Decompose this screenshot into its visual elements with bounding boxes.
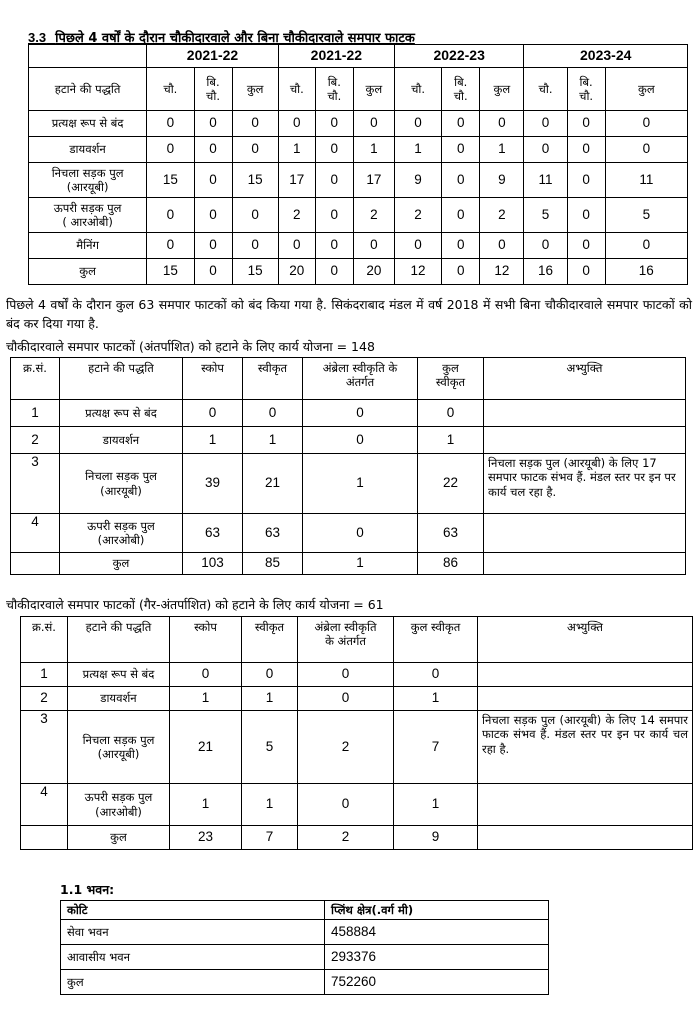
total-cell: 86 — [418, 553, 484, 575]
sanctioned-cell: 21 — [243, 454, 303, 514]
table-row — [11, 400, 686, 427]
table-row — [21, 711, 693, 784]
value-cell: 17 — [353, 163, 394, 198]
column-header: अंब्रेला स्वीकृति के अंतर्गत — [298, 617, 394, 663]
column-header: क्र.सं. — [21, 617, 68, 663]
value-cell: 2 — [394, 198, 441, 233]
total-cell: 7 — [394, 711, 478, 784]
value-cell: 0 — [232, 198, 278, 233]
column-header: स्वीकृत — [243, 358, 303, 400]
table-row — [11, 553, 686, 575]
value-cell: 0 — [147, 233, 194, 259]
value-cell: 0 — [442, 259, 480, 285]
table-row — [29, 111, 688, 137]
sanctioned-cell: 7 — [242, 826, 298, 850]
value-cell: 1 — [353, 137, 394, 163]
interlocked-plan-table — [10, 357, 686, 575]
value-cell: 0 — [605, 233, 687, 259]
value-cell: 11 — [524, 163, 567, 198]
table-row — [11, 427, 686, 454]
table-header-row — [11, 358, 686, 400]
method-cell: कुल — [68, 826, 170, 850]
value-cell: 5 — [605, 198, 687, 233]
value-cell: 0 — [567, 259, 605, 285]
method-cell: कुल — [29, 259, 147, 285]
value-cell: 2 — [353, 198, 394, 233]
table-row — [21, 784, 693, 826]
value-cell: 0 — [315, 198, 353, 233]
value-cell: 5 — [524, 198, 567, 233]
sanctioned-cell: 85 — [243, 553, 303, 575]
value-cell: 2 — [480, 198, 524, 233]
umbrella-cell: 1 — [303, 454, 418, 514]
sanctioned-cell: 0 — [242, 663, 298, 687]
corner-cell — [29, 45, 147, 68]
value-cell: 0 — [394, 233, 441, 259]
sub-header-cell: कुल — [353, 68, 394, 111]
column-header: कुल स्वीकृत — [418, 358, 484, 400]
value-cell: 0 — [194, 259, 232, 285]
year-header: 2022-23 — [394, 45, 524, 68]
year-header: 2021-22 — [147, 45, 279, 68]
scope-cell: 0 — [170, 663, 242, 687]
remarks-cell: निचला सड़क पुल (आरयूबी) के लिए 17 समपार फाटक संभव हैं. मंडल स्तर पर इन पर कार्य चल रहा है. — [484, 454, 686, 514]
year-header: 2023-24 — [524, 45, 688, 68]
column-header: अभ्युक्ति — [478, 617, 693, 663]
serial-cell: 4 — [11, 514, 60, 553]
table-row — [29, 198, 688, 233]
remarks-cell — [484, 427, 686, 454]
non-interlocked-plan-title: चौकीदारवाले समपार फाटकों (गैर-अंतर्पाशित) को हटाने के लिए कार्य योजना = 61 — [6, 597, 384, 612]
value-cell: 15 — [147, 163, 194, 198]
umbrella-cell: 0 — [303, 427, 418, 454]
method-cell: डायवर्शन — [60, 427, 183, 454]
serial-cell — [11, 553, 60, 575]
remarks-cell — [478, 784, 693, 826]
sub-header-cell: चौ. — [147, 68, 194, 111]
sub-header-cell: चौ. — [394, 68, 441, 111]
value-cell: 9 — [394, 163, 441, 198]
remarks-cell — [484, 400, 686, 427]
sub-header-cell: कुल — [605, 68, 687, 111]
value-cell: 0 — [480, 233, 524, 259]
table-row — [61, 945, 549, 970]
value-cell: 9 — [480, 163, 524, 198]
value-cell: 17 — [278, 163, 315, 198]
category-cell: सेवा भवन — [61, 920, 325, 945]
table-row — [11, 514, 686, 553]
table-row — [21, 826, 693, 850]
value-cell: 16 — [524, 259, 567, 285]
category-cell: आवासीय भवन — [61, 945, 325, 970]
value-cell: 0 — [442, 111, 480, 137]
value-cell: 0 — [567, 163, 605, 198]
remarks-cell — [478, 826, 693, 850]
umbrella-cell: 0 — [298, 687, 394, 711]
value-cell: 15 — [232, 259, 278, 285]
non-interlocked-plan-table — [20, 616, 693, 850]
remarks-cell — [478, 687, 693, 711]
value-cell: 0 — [315, 233, 353, 259]
area-cell: 458884 — [325, 920, 549, 945]
remarks-cell — [478, 663, 693, 687]
total-cell: 1 — [394, 687, 478, 711]
value-cell: 0 — [232, 111, 278, 137]
method-cell: प्रत्यक्ष रूप से बंद — [29, 111, 147, 137]
table-row — [29, 259, 688, 285]
column-header: स्कोप — [183, 358, 243, 400]
value-cell: 0 — [353, 233, 394, 259]
sub-header-cell: कुल — [232, 68, 278, 111]
buildings-table — [60, 900, 549, 995]
umbrella-cell: 0 — [298, 784, 394, 826]
remarks-cell: निचला सड़क पुल (आरयूबी) के लिए 14 समपार फाटक संभव हैं. मंडल स्तर पर इन पर कार्य चल रहा है. — [478, 711, 693, 784]
serial-cell — [21, 826, 68, 850]
column-header: हटाने की पद्धति — [68, 617, 170, 663]
year-header: 2021-22 — [278, 45, 394, 68]
value-cell: 0 — [524, 111, 567, 137]
umbrella-cell: 2 — [298, 711, 394, 784]
value-cell: 0 — [394, 111, 441, 137]
year-header-row — [29, 45, 688, 68]
serial-cell: 4 — [21, 784, 68, 826]
column-header: स्कोप — [170, 617, 242, 663]
table-header-row — [61, 901, 549, 920]
total-cell: 9 — [394, 826, 478, 850]
method-cell: निचला सड़क पुल (आरयूबी) — [68, 711, 170, 784]
value-cell: 0 — [315, 137, 353, 163]
section-number: 3.3 — [28, 30, 47, 45]
value-cell: 20 — [353, 259, 394, 285]
category-cell: कुल — [61, 970, 325, 995]
sub-header-cell: चौ. — [524, 68, 567, 111]
scope-cell: 21 — [170, 711, 242, 784]
scope-cell: 103 — [183, 553, 243, 575]
umbrella-cell: 0 — [303, 400, 418, 427]
method-cell: प्रत्यक्ष रूप से बंद — [60, 400, 183, 427]
method-cell: मैनिंग — [29, 233, 147, 259]
serial-cell: 2 — [11, 427, 60, 454]
value-cell: 15 — [147, 259, 194, 285]
umbrella-cell: 0 — [303, 514, 418, 553]
sanctioned-cell: 5 — [242, 711, 298, 784]
value-cell: 0 — [567, 233, 605, 259]
value-cell: 0 — [567, 137, 605, 163]
method-header: हटाने की पद्धति — [29, 68, 147, 111]
total-cell: 0 — [394, 663, 478, 687]
serial-cell: 3 — [11, 454, 60, 514]
sanctioned-cell: 1 — [242, 687, 298, 711]
sanctioned-cell: 63 — [243, 514, 303, 553]
value-cell: 0 — [232, 137, 278, 163]
sub-header-cell: चौ. — [278, 68, 315, 111]
scope-cell: 1 — [183, 427, 243, 454]
value-cell: 0 — [315, 259, 353, 285]
remarks-cell — [484, 553, 686, 575]
table-row — [61, 920, 549, 945]
value-cell: 0 — [194, 233, 232, 259]
sanctioned-cell: 0 — [243, 400, 303, 427]
value-cell: 0 — [194, 137, 232, 163]
serial-cell: 2 — [21, 687, 68, 711]
sub-header-cell: बि. चौ. — [194, 68, 232, 111]
sub-header-cell: बि. चौ. — [567, 68, 605, 111]
section-title-text: पिछले 4 वर्षों के दौरान चौकीदारवाले और बिना चौकीदारवाले समपार फाटक — [55, 31, 415, 46]
value-cell: 16 — [605, 259, 687, 285]
value-cell: 0 — [605, 111, 687, 137]
sub-header-cell: कुल — [480, 68, 524, 111]
value-cell: 1 — [480, 137, 524, 163]
sanctioned-cell: 1 — [243, 427, 303, 454]
interlocked-plan-title: चौकीदारवाले समपार फाटकों (अंतर्पाशित) को हटाने के लिए कार्य योजना = 148 — [6, 339, 375, 354]
total-cell: 0 — [418, 400, 484, 427]
method-cell: निचला सड़क पुल (आरयूबी) — [60, 454, 183, 514]
sanctioned-cell: 1 — [242, 784, 298, 826]
total-cell: 1 — [394, 784, 478, 826]
table-header-row — [21, 617, 693, 663]
column-header: अभ्युक्ति — [484, 358, 686, 400]
table-row — [29, 163, 688, 198]
remarks-cell — [484, 514, 686, 553]
scope-cell: 1 — [170, 687, 242, 711]
value-cell: 0 — [567, 198, 605, 233]
crossing-summary-table — [28, 44, 688, 285]
value-cell: 2 — [278, 198, 315, 233]
method-cell: डायवर्शन — [68, 687, 170, 711]
value-cell: 11 — [605, 163, 687, 198]
value-cell: 1 — [278, 137, 315, 163]
value-cell: 0 — [147, 137, 194, 163]
buildings-title: 1.1 भवन: — [60, 882, 115, 897]
scope-cell: 0 — [183, 400, 243, 427]
column-header: स्वीकृत — [242, 617, 298, 663]
value-cell: 12 — [394, 259, 441, 285]
method-cell: प्रत्यक्ष रूप से बंद — [68, 663, 170, 687]
serial-cell: 1 — [11, 400, 60, 427]
column-header: प्लिंथ क्षेत्र(.वर्ग मी) — [325, 901, 549, 920]
value-cell: 0 — [442, 163, 480, 198]
value-cell: 0 — [480, 111, 524, 137]
column-header: कोटि — [61, 901, 325, 920]
serial-cell: 1 — [21, 663, 68, 687]
column-header: क्र.सं. — [11, 358, 60, 400]
column-header: हटाने की पद्धति — [60, 358, 183, 400]
value-cell: 0 — [524, 137, 567, 163]
total-cell: 22 — [418, 454, 484, 514]
value-cell: 0 — [442, 137, 480, 163]
value-cell: 0 — [353, 111, 394, 137]
sub-header-cell: बि. चौ. — [442, 68, 480, 111]
scope-cell: 1 — [170, 784, 242, 826]
value-cell: 0 — [605, 137, 687, 163]
value-cell: 0 — [194, 198, 232, 233]
method-cell: ऊपरी सड़क पुल (आरओबी) — [60, 514, 183, 553]
value-cell: 0 — [315, 163, 353, 198]
table-row — [21, 663, 693, 687]
area-cell: 752260 — [325, 970, 549, 995]
area-cell: 293376 — [325, 945, 549, 970]
value-cell: 0 — [278, 111, 315, 137]
value-cell: 0 — [194, 163, 232, 198]
column-header: अंब्रेला स्वीकृति के अंतर्गत — [303, 358, 418, 400]
total-cell: 63 — [418, 514, 484, 553]
table-row — [61, 970, 549, 995]
value-cell: 0 — [278, 233, 315, 259]
umbrella-cell: 0 — [298, 663, 394, 687]
method-cell: निचला सड़क पुल (आरयूबी) — [29, 163, 147, 198]
sub-header-cell: बि. चौ. — [315, 68, 353, 111]
scope-cell: 63 — [183, 514, 243, 553]
value-cell: 20 — [278, 259, 315, 285]
sub-header-row — [29, 68, 688, 111]
summary-paragraph: पिछले 4 वर्षों के दौरान कुल 63 समपार फाटकों को बंद किया गया है. सिकंदराबाद मंडल में वर्ष 2018 में सभी बिना चौकीदारवाले समपार फाटकों को बंद कर दिया गया है. — [6, 297, 692, 331]
scope-cell: 39 — [183, 454, 243, 514]
serial-cell: 3 — [21, 711, 68, 784]
value-cell: 1 — [394, 137, 441, 163]
value-cell: 0 — [442, 233, 480, 259]
table-row — [29, 233, 688, 259]
value-cell: 0 — [147, 198, 194, 233]
value-cell: 0 — [524, 233, 567, 259]
value-cell: 0 — [442, 198, 480, 233]
method-cell: कुल — [60, 553, 183, 575]
umbrella-cell: 1 — [303, 553, 418, 575]
column-header: कुल स्वीकृत — [394, 617, 478, 663]
table-row — [21, 687, 693, 711]
total-cell: 1 — [418, 427, 484, 454]
value-cell: 12 — [480, 259, 524, 285]
table-row — [11, 454, 686, 514]
umbrella-cell: 2 — [298, 826, 394, 850]
method-cell: ऊपरी सड़क पुल (आरओबी) — [68, 784, 170, 826]
value-cell: 0 — [194, 111, 232, 137]
value-cell: 0 — [147, 111, 194, 137]
table-row — [29, 137, 688, 163]
method-cell: ऊपरी सड़क पुल ( आरओबी) — [29, 198, 147, 233]
scope-cell: 23 — [170, 826, 242, 850]
value-cell: 0 — [232, 233, 278, 259]
value-cell: 0 — [567, 111, 605, 137]
value-cell: 15 — [232, 163, 278, 198]
method-cell: डायवर्शन — [29, 137, 147, 163]
value-cell: 0 — [315, 111, 353, 137]
